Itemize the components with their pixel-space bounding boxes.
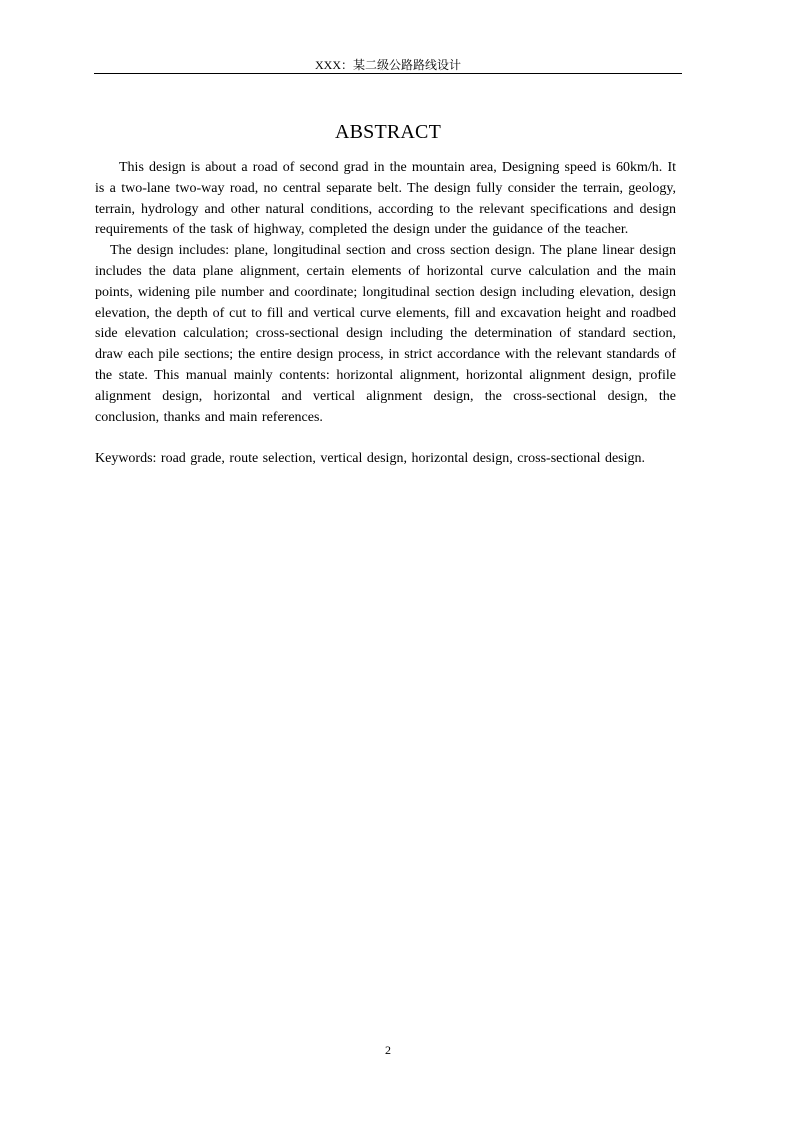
header-divider [94, 73, 682, 74]
keywords: Keywords: road grade, route selection, vertical design, horizontal design, cross-sectional design. [95, 451, 646, 467]
abstract-title: ABSTRACT [334, 121, 442, 143]
abstract-paragraph-1: This design is about a road of second grad in the mountain area, Designing speed is 60km/h. It is a two-lane two-way road, no central separate belt. The design fully consider the terrain, geology, terrain, hydrology and other natural conditions, according to the relevant specifications and design requirements of the task of highway, completed the design under the guidance of the teacher. [95, 160, 676, 238]
abstract-paragraph-2: The design includes: plane, longitudinal section and cross section design. The plane linear design includes the data plane alignment, certain elements of horizontal curve calculation and the main points, widening pile number and coordinate; longitudinal section design including elevation, design elevation, the depth of cut to fill and vertical curve elements, fill and excavation height and roadbed side elevation calculation; cross-sectional design including the determination of standard section, draw each pile sections; the entire design process, in strict accordance with the relevant standards of the state. This manual mainly contents: horizontal alignment, horizontal alignment design, profile alignment design, horizontal and vertical alignment design, the cross-sectional design, the conclusion, thanks and main references. [95, 243, 676, 425]
running-header: XXX：某二级公路路线设计 [315, 58, 461, 72]
page-number: 2 [385, 1043, 391, 1057]
abstract-body [95, 158, 676, 470]
